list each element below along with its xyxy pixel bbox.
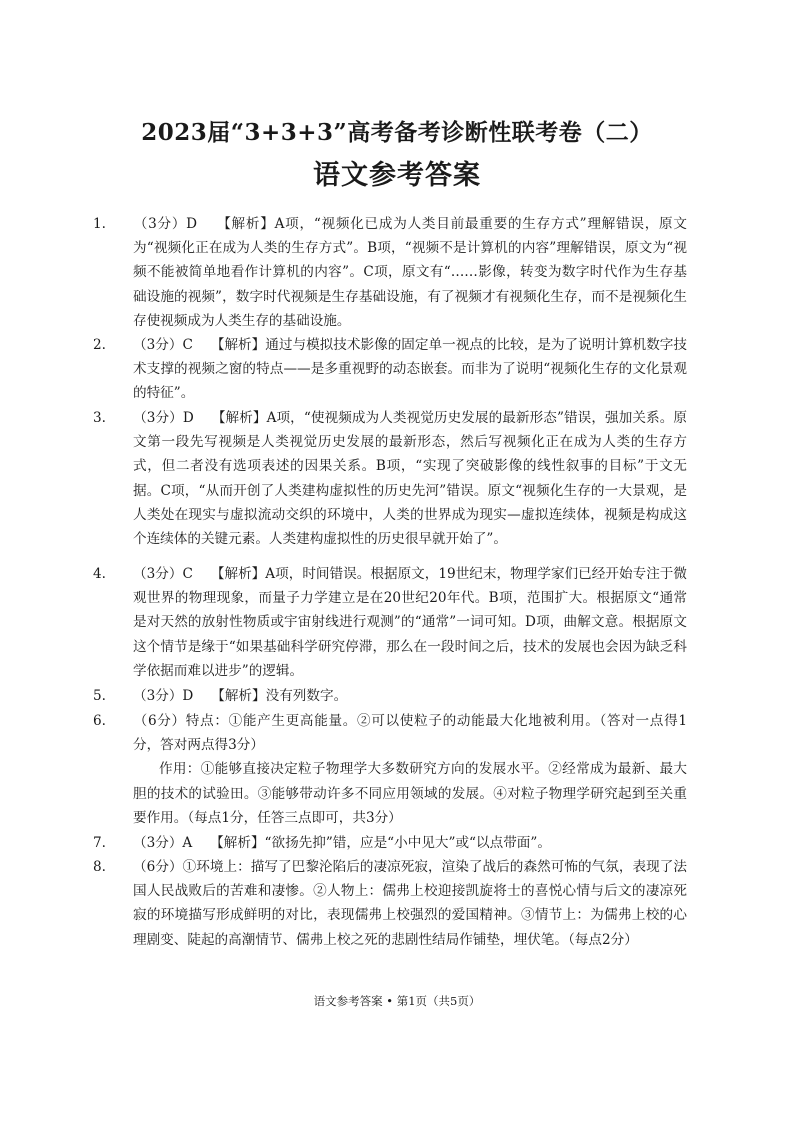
item-number: 6. (93, 713, 106, 729)
item-text: （3分）C 【解析】通过与模拟技术影像的固定单一视点的比较，是为了说明计算机数字技术支撑的视频之窗的特点——是多重视野的动态嵌套。而非为了说明“视频化生存的文化景观的特征”。 (133, 337, 687, 402)
answer-item-5 (93, 684, 687, 708)
answer-item-6 (93, 709, 687, 830)
item-extra-text: 作用：①能够直接决定粒子物理学大多数研究方向的发展水平。②经常成为最新、最大胆的技术的试验田。③能够带动许多不同应用领域的发展。④对粒子物理学研究起到至关重要作用。（每点1分，任答三点即可，共3分） (133, 761, 687, 826)
answer-item-4 (93, 562, 687, 683)
item-text: （6分）①环境上：描写了巴黎沦陷后的凄凉死寂，渲染了战后的森然可怖的气氛，表现了法国人民战败后的苦难和凄惨。②人物上：儒弗上校迎接凯旋将士的喜悦心情与后文的凄凉死寂的环境描写形成鲜明的对比，表现儒弗上校强烈的爱国精神。③情节上：为儒弗上校的心理剧变、陡起的高潮情节、儒弗上校之死的悲剧性结局作铺垫，埋伏笔。（每点2分） (133, 859, 687, 948)
item-text: （3分）C 【解析】A项，时间错误。根据原文，19世纪末，物理学家们已经开始专注于微观世界的物理现象，而量子力学建立是在20世纪20年代。B项，范围扩大。根据原文“通常是对天然的放射性物质或宇宙射线进行观测”的“通常”一词可知。D项，曲解文意。根据原文这个情节是缘于“如果基础科学研究停滞，那么在一段时间之后，技术的发展也会因为缺乏科学依据而难以进步”的逻辑。 (133, 566, 687, 679)
page-title: 2023届“3+3+3”高考备考诊断性联考卷（二） (141, 119, 653, 146)
item-number: 4. (93, 566, 106, 582)
answer-item-3 (93, 406, 687, 551)
answer-item-2 (93, 333, 687, 406)
answer-item-1 (93, 212, 687, 333)
page-subtitle: 语文参考答案 (313, 160, 481, 191)
item-number: 2. (93, 337, 106, 353)
item-text: （3分）A 【解析】“欲扬先抑”错，应是“小中见大”或“以点带面”。 (133, 835, 551, 851)
item-text: （3分）D 【解析】A项，“视频化已成为人类目前最重要的生存方式”理解错误，原文为“视频化正在成为人类的生存方式”。B项，“视频不是计算机的内容”理解错误，原文为“视频不能被简单地看作计算机的内容”。C项，原文有“……影像，转变为数字时代作为生存基础设施的视频”，数字时代视频是生存基础设施，有了视频才有视频化生存，而不是视频化生存使视频成为人类生存的基础设施。 (133, 216, 687, 329)
item-number: 8. (93, 859, 106, 875)
item-number: 7. (93, 835, 106, 851)
item-number: 3. (93, 410, 106, 426)
item-text: （3分）D 【解析】没有列数字。 (133, 688, 348, 704)
item-text: （6分）特点：①能产生更高能量。②可以使粒子的动能最大化地被利用。（答对一点得1分，答对两点得3分） (133, 713, 687, 754)
item-number: 1. (93, 216, 106, 232)
answer-item-8 (93, 855, 687, 952)
item-text: （3分）D 【解析】A项，“使视频成为人类视觉历史发展的最新形态”错误，强加关系。原文第一段先写视频是人类视觉历史发展的最新形态，然后写视频化正在成为人类的生存方式，但二者没有选项表述的因果关系。B项，“实现了突破影像的线性叙事的目标”于文无据。C项，“从而开创了人类建构虚拟性的历史先河”错误。原文“视频化生存的一大景观，是人类处在现实与虚拟流动交织的环境中，人类的世界成为现实—虚拟连续体，视频是构成这个连续体的关键元素。人类建构虚拟性的历史很早就开始了”。 (133, 410, 687, 548)
page-footer: 语文参考答案 • 第1页（共5页） (313, 994, 481, 1008)
item-number: 5. (93, 688, 106, 704)
answer-item-7 (93, 831, 687, 855)
